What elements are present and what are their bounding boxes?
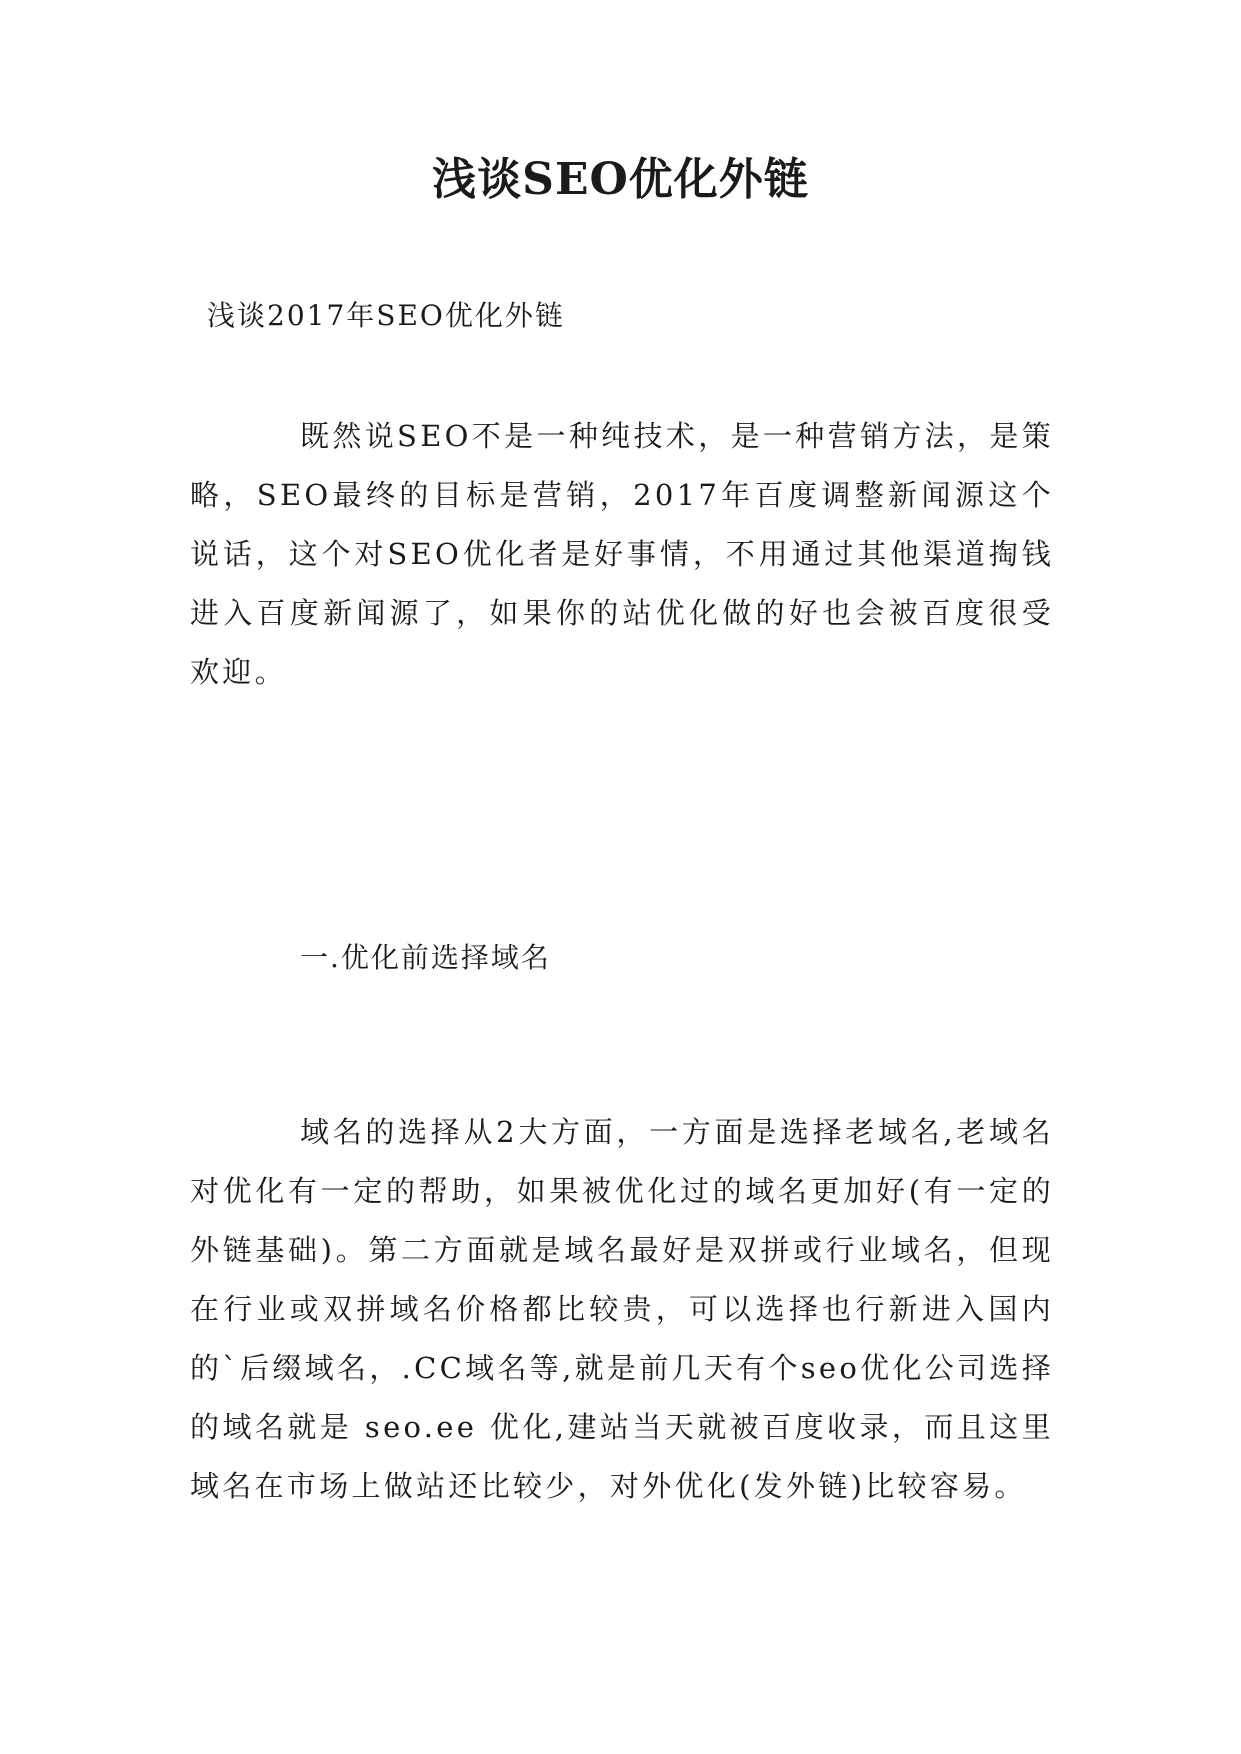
paragraph-intro: 既然说SEO不是一种纯技术，是一种营销方法，是策略，SEO最终的目标是营销，2017年百度调整新闻源这个说话，这个对SEO优化者是好事情，不用通过其他渠道掏钱进入百度新闻源了，如果你的站优化做的好也会被百度很受欢迎。 (190, 419, 1054, 689)
paragraph-domain: 域名的选择从2大方面，一方面是选择老域名,老域名对优化有一定的帮助，如果被优化过的域名更加好(有一定的外链基础)。第二方面就是域名最好是双拼或行业域名，但现在行业或双拼域名价格都比较贵，可以选择也行新进入国内的`后缀域名，.CC域名等,就是前几天有个seo优化公司选择的域名就是 seo.ee 优化,建站当天就被百度收录，而且这里域名在市场上做站还比较少，对外优化(发外链)比较容易。 (190, 1115, 1054, 1503)
page-title: 浅谈SEO优化外链 (432, 154, 809, 205)
subtitle: 浅谈2017年SEO优化外链 (207, 299, 565, 332)
section-heading: 一.优化前选择域名 (300, 941, 551, 974)
